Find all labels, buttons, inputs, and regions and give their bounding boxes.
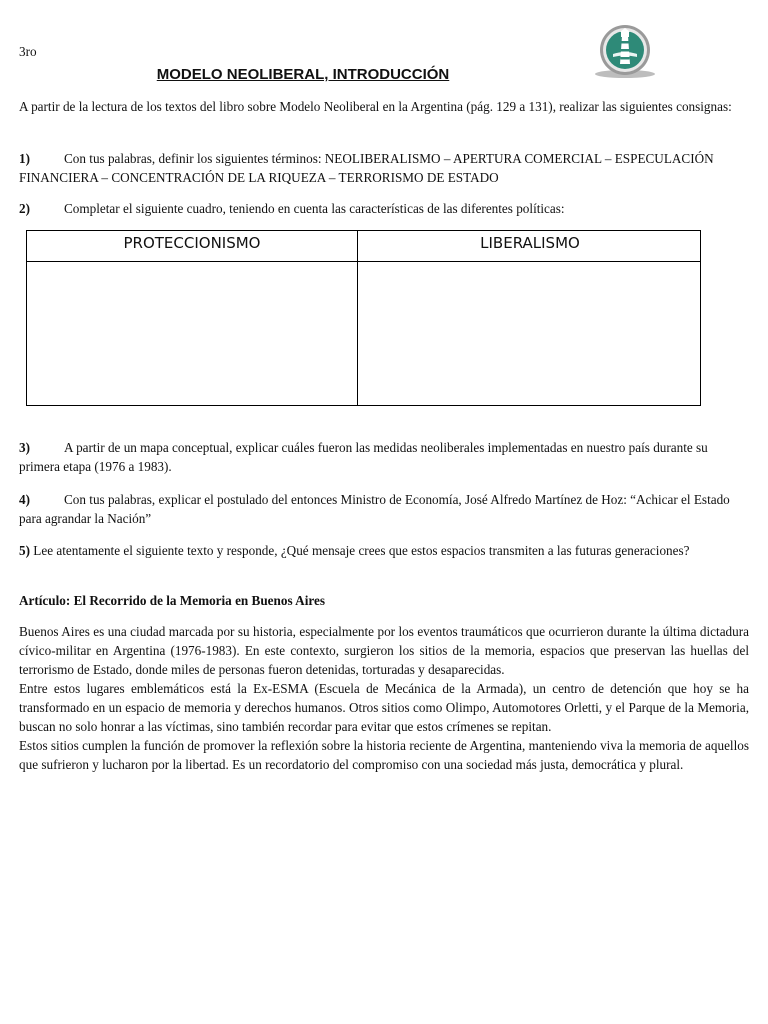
- article-paragraph: Estos sitios cumplen la función de promover la reflexión sobre la historia reciente de Argentina, manteniendo viva la memoria de aquellos que sufrieron y lucharon por la libertad. Es un recordatorio del compromiso con una sociedad más justa, democrática y plural.: [19, 738, 749, 772]
- comparison-table: [26, 230, 701, 406]
- question-2: [19, 199, 749, 218]
- question-5: [19, 541, 749, 560]
- question-1: [19, 149, 749, 187]
- question-3: [19, 438, 749, 476]
- table-header-liberalismo: LIBERALISMO: [480, 234, 580, 252]
- page-title: MODELO NEOLIBERAL, INTRODUCCIÓN: [156, 66, 450, 83]
- question-number: 5): [19, 543, 30, 558]
- intro-paragraph: A partir de la lectura de los textos del libro sobre Modelo Neoliberal en la Argentina (pág. 129 a 131), realizar las siguientes consignas:: [19, 99, 732, 114]
- table-cell-liberalismo[interactable]: [358, 262, 700, 406]
- article-paragraph: Entre estos lugares emblemáticos está la Ex-ESMA (Escuela de Mecánica de la Armada), un centro de detención que hoy se ha transformado en un espacio de memoria y derechos humanos. Otros sitios como Olimpo, Automotores Orletti, y el Parque de la Memoria, buscan no solo honrar a las víctimas, sino también recordar para evitar que estos crímenes se repitan.: [19, 681, 749, 734]
- question-text: Completar el siguiente cuadro, teniendo en cuenta las características de las diferentes políticas:: [64, 201, 565, 216]
- question-number: 2): [19, 201, 30, 216]
- question-text: A partir de un mapa conceptual, explicar cuáles fueron las medidas neoliberales implementadas en nuestro país durante su primera etapa (1976 a 1983).: [19, 440, 708, 474]
- article-title: Artículo: El Recorrido de la Memoria en Buenos Aires: [19, 593, 325, 608]
- question-text: Con tus palabras, explicar el postulado del entonces Ministro de Economía, José Alfredo Martínez de Hoz: “Achicar el Estado para agrandar la Nación”: [19, 492, 730, 526]
- question-number: 3): [19, 440, 30, 455]
- grade-label: 3ro: [19, 44, 37, 59]
- question-text: Con tus palabras, definir los siguientes términos: NEOLIBERALISMO – APERTURA COMERCIAL – ESPECULACIÓN FINANCIERA – CONCENTRACIÓN DE LA RIQUEZA – TERRORISMO DE ESTADO: [19, 151, 714, 185]
- question-4: [19, 490, 749, 528]
- question-text: Lee atentamente el siguiente texto y responde, ¿Qué mensaje crees que estos espacios transmiten a las futuras generaciones?: [33, 543, 690, 558]
- question-number: 1): [19, 151, 30, 166]
- article-body: [19, 622, 749, 774]
- table-header-proteccionismo: PROTECCIONISMO: [123, 234, 261, 252]
- table-cell-proteccionismo[interactable]: [27, 262, 357, 406]
- article-paragraph: Buenos Aires es una ciudad marcada por su historia, especialmente por los eventos traumáticos que ocurrieron durante la última dictadura cívico-militar en Argentina (1976-1983). En este contexto, surgieron los sitios de la memoria, espacios que preservan las huellas del terrorismo de Estado, donde miles de personas fueron detenidas, torturadas y desaparecidas.: [19, 624, 749, 677]
- question-number: 4): [19, 492, 30, 507]
